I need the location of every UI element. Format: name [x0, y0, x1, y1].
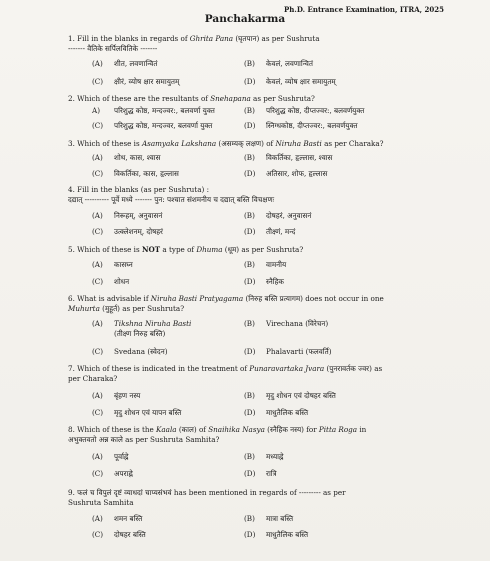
q4-option-c[interactable]: (C) उत्क्लेशनम्, दोषहरं — [92, 227, 164, 236]
question-5: 5. Which of these is NOT a type of Dhuma (धूम) as per Sushruta? — [68, 245, 304, 254]
q8-option-a[interactable]: (A) पूर्वाह्ने — [92, 452, 129, 461]
q2-option-a[interactable]: A) परिशुद्ध कोष्ठ, मन्दज्वर:, बलवर्णा युक्त — [92, 106, 215, 115]
q6-option-a[interactable]: (A) Tikshna Niruha Basti (तीक्ष्ण निरुह बस्ति) — [92, 319, 192, 338]
q3-option-b[interactable]: (B) विकर्तिका, हृल्लास, श्वास — [244, 153, 333, 162]
q8-option-d[interactable]: (D) रात्रि — [244, 469, 277, 478]
q4-option-b[interactable]: (B) दोषहरं, अनुवासनं — [244, 211, 312, 220]
q3-option-c[interactable]: (C) विकर्तिका, कास, हृल्लास — [92, 169, 179, 178]
q1-option-d[interactable]: (D) केवलं, व्योष क्षार समायुतम् — [244, 77, 336, 86]
q7-option-d[interactable]: (D) माधुतैलिक बस्ति — [244, 408, 309, 417]
q6-option-b[interactable]: (B) Virechana (विरेचन) — [244, 319, 329, 328]
q2-option-c[interactable]: (C) परिशुद्ध कोष्ठ, मन्दज्वर, बलवर्णा युक्त — [92, 121, 213, 130]
q2-option-b[interactable]: (B) परिशुद्ध कोष्ठ, दीप्तज्वर:, बलवर्णयुक्त — [244, 106, 365, 115]
q5-option-b[interactable]: (B) वामनीय — [244, 260, 287, 269]
question-9: 9. फलं च विपुलं दृष्टं व्याधदां चाप्यसंभवं has been mentioned in regards of --------- as per Sushruta Samhita — [68, 488, 346, 507]
q3-option-a[interactable]: (A) शोथ, कास, श्वास — [92, 153, 161, 162]
q8-option-b[interactable]: (B) मध्याह्ने — [244, 452, 284, 461]
q3-option-d[interactable]: (D) अतिसार, शोफ, हृल्लास — [244, 169, 328, 178]
q6-option-d[interactable]: (D) Phalavarti (फलवर्ति) — [244, 347, 332, 356]
q7-option-b[interactable]: (B) मृदु शोधन एवं दोषहर बस्ति — [244, 391, 336, 400]
q1-option-c[interactable]: (C) क्षीरं, व्योष क्षार समायुतम् — [92, 77, 180, 86]
question-6: 6. What is advisable if Niruha Basti Pratyagama (निरुह बस्ति प्रत्यागम) does not occur in one Muhurta (मुहूर्त) as per Sushruta? — [68, 294, 384, 313]
q1-option-b[interactable]: (B) केवलं, लवणान्वितं — [244, 59, 313, 68]
question-4: 4. Fill in the blanks (as per Sushruta) : दद्यात् ---------- पूर्वे मध्ये ------- पुन: पश्चात संशमनीय च दद्यात् बस्ति विचक्षणः — [68, 185, 275, 204]
question-1: 1. Fill in the blanks in regards of Ghrita Pana (घृतपान) as per Sushruta ------- वैतिके सर्पिलवितिके ------- — [68, 34, 320, 53]
q4-option-d[interactable]: (D) तीक्ष्णं, मन्दं — [244, 227, 296, 236]
q5-option-d[interactable]: (D) स्नैहिक — [244, 277, 284, 286]
q9-option-d[interactable]: (D) माधुतैलिक बस्ति — [244, 530, 309, 539]
question-7: 7. Which of these is indicated in the treatment of Punaravartaka Jvara (पुनरावर्तक ज्वर) as per Charaka? — [68, 364, 383, 383]
q9-option-a[interactable]: (A) शमन बस्ति — [92, 514, 143, 523]
q5-option-a[interactable]: (A) कासघ्न — [92, 260, 133, 269]
q7-option-a[interactable]: (A) बृंहण नस्य — [92, 391, 141, 400]
question-8: 8. Which of these is the Kaala (काल) of Snaihika Nasya (स्नैहिक नस्य) for Pitta Roga in अभुक्तवतो अन्न काले as per Sushruta Samhita? — [68, 425, 367, 444]
q1-option-a[interactable]: (A) शीत, लवणान्वितं — [92, 59, 158, 68]
question-3: 3. Which of these is Asamyaka Lakshana (असम्यक् लक्षण) of Niruha Basti as per Charaka? — [68, 139, 384, 148]
exam-header: Ph.D. Entrance Examination, ITRA, 2025 — [284, 5, 444, 14]
q4-option-a[interactable]: (A) निरूहम्, अनुवासनं — [92, 211, 163, 220]
page-title: Panchakarma — [204, 13, 286, 25]
q8-option-c[interactable]: (C) अपराह्ने — [92, 469, 133, 478]
q7-option-c[interactable]: (C) मृदु शोधन एवं यापन बस्ति — [92, 408, 182, 417]
q9-option-c[interactable]: (C) दोषहर बस्ति — [92, 530, 146, 539]
question-2: 2. Which of these are the resultants of Snehapana as per Sushruta? — [68, 94, 315, 103]
q5-option-c[interactable]: (C) शोधन — [92, 277, 130, 286]
q2-option-d[interactable]: (D) स्निग्धकोष्ठ, दीप्तज्वर:, बलवर्णयुक्त — [244, 121, 358, 130]
q6-option-c[interactable]: (C) Svedana (स्वेदन) — [92, 347, 168, 356]
q9-option-b[interactable]: (B) मात्रा बस्ति — [244, 514, 294, 523]
